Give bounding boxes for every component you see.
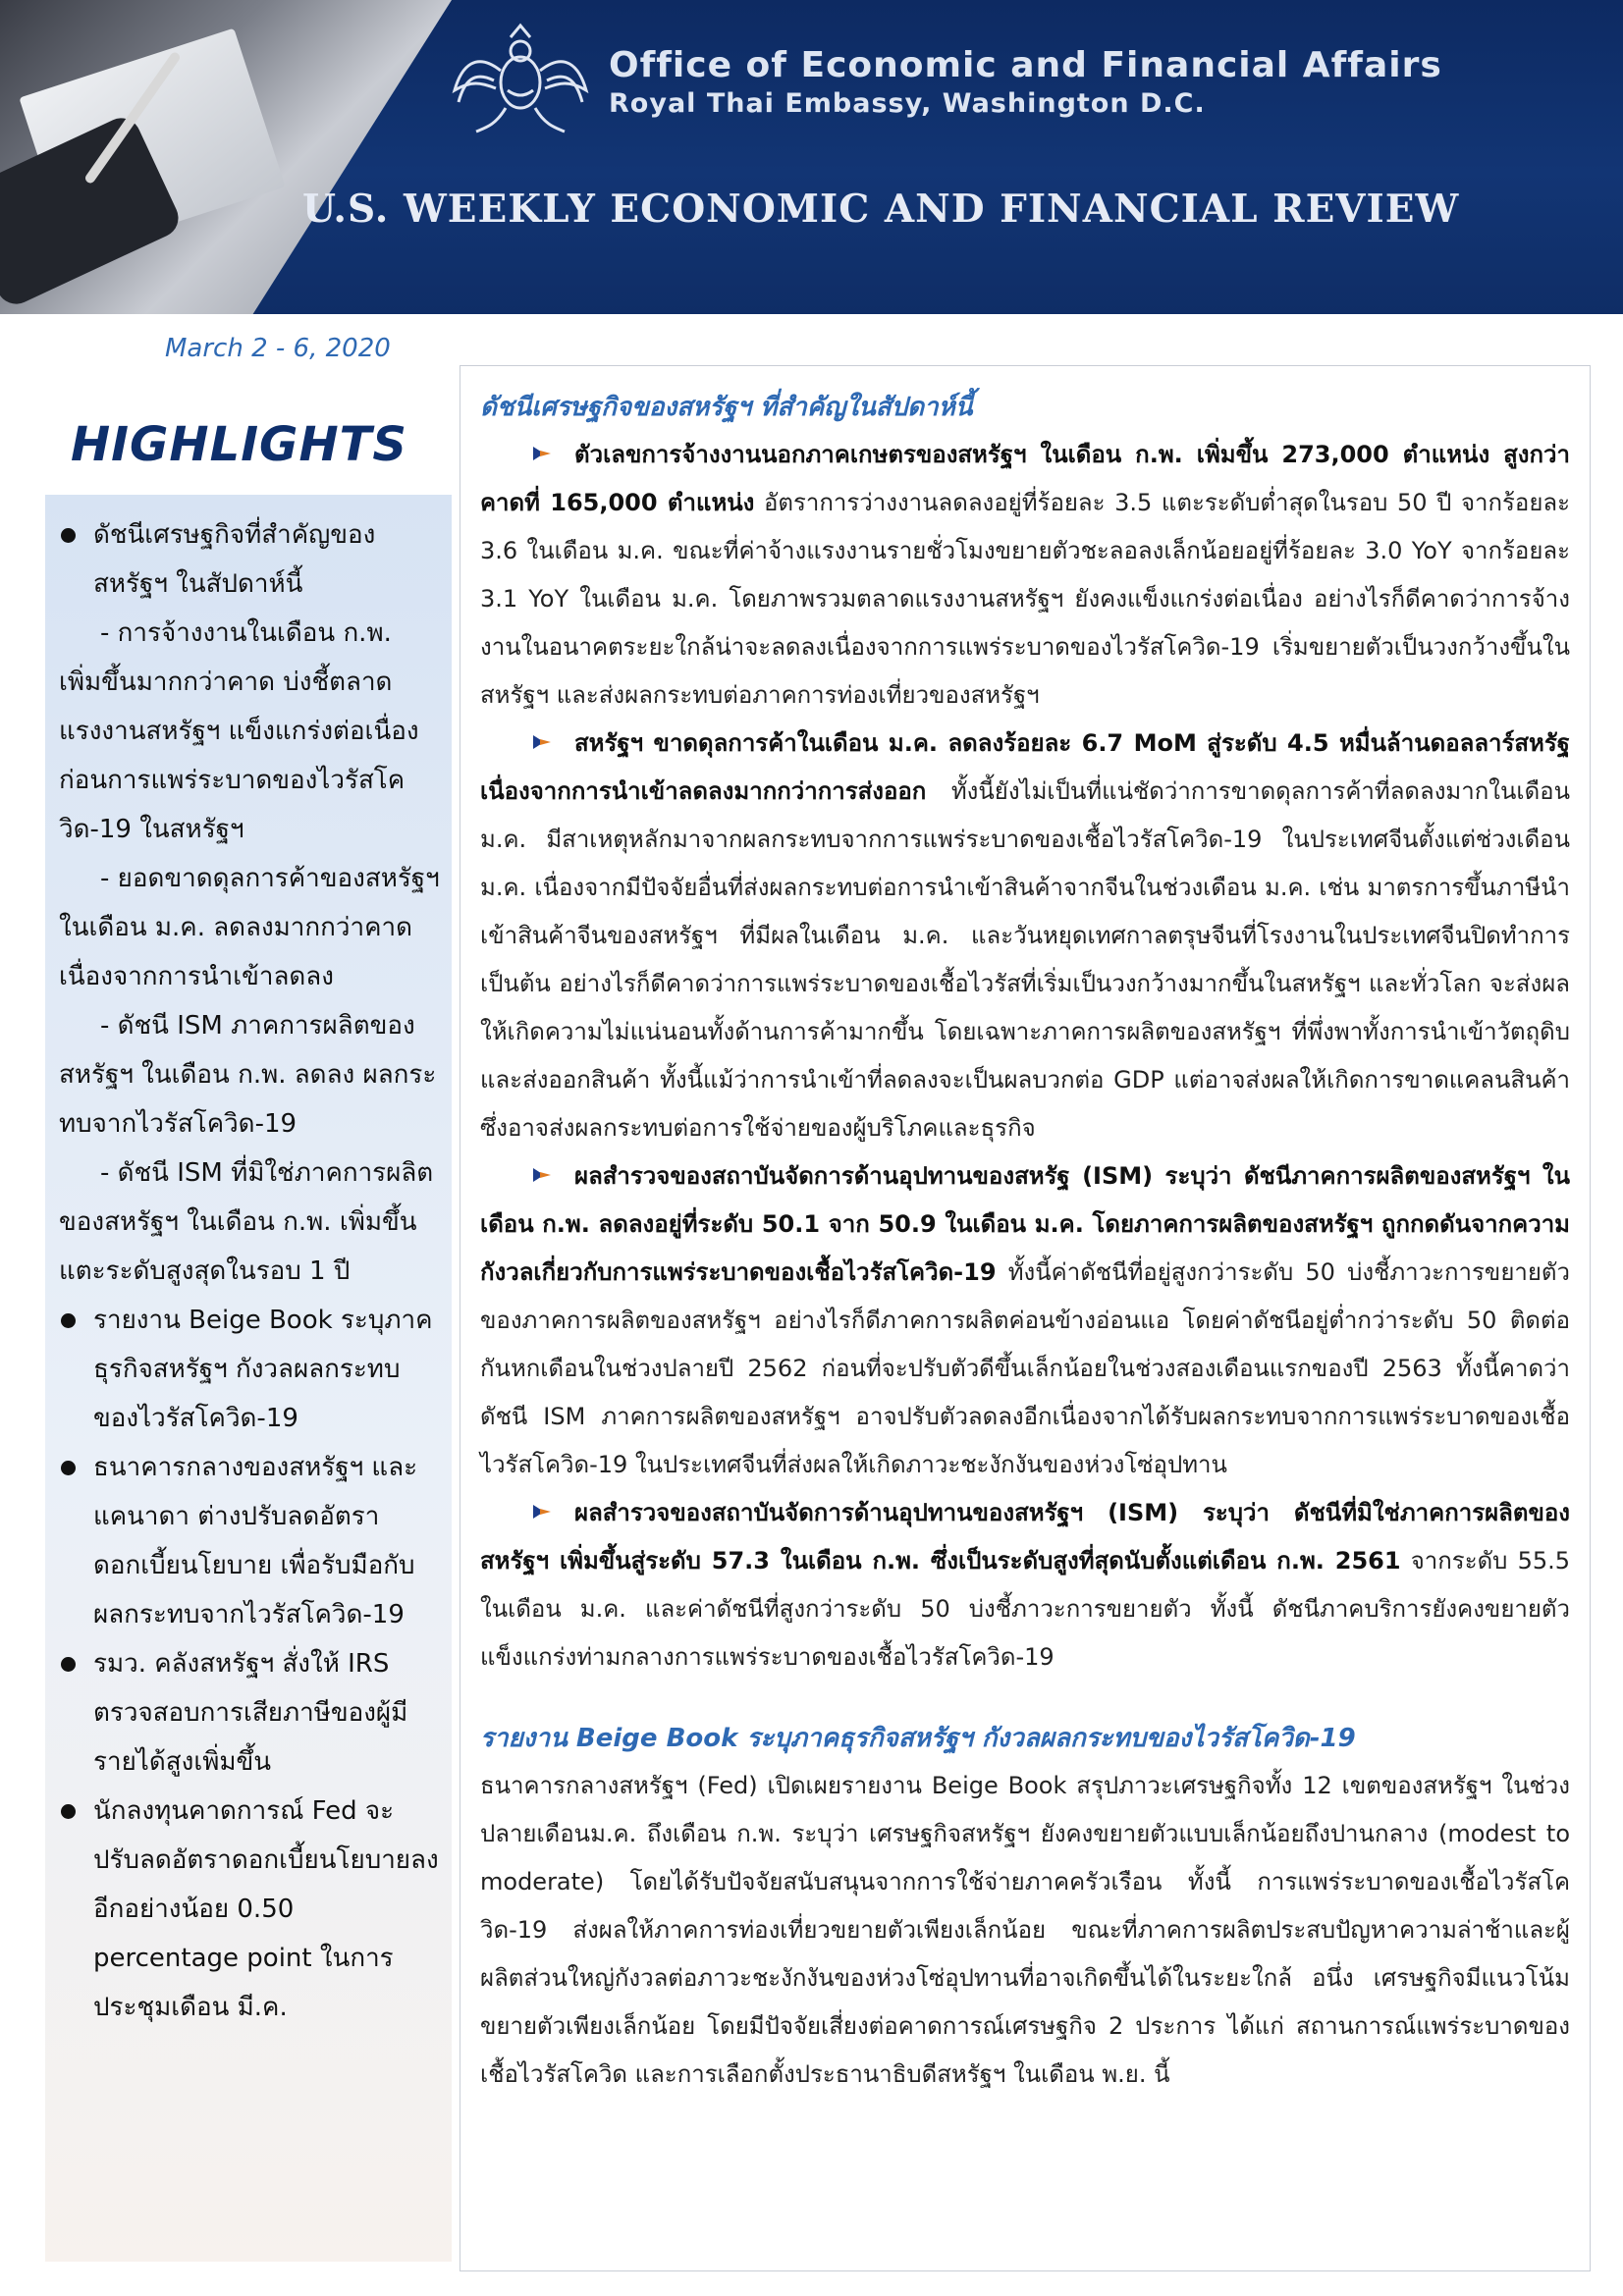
bullet-dot-icon	[61, 1804, 76, 1819]
arrow-bullet-icon	[531, 443, 553, 464]
arrow-bullet-icon	[531, 731, 553, 753]
highlight-item	[59, 1443, 440, 1639]
section-spacer	[480, 1682, 1570, 1719]
paragraph-lead: ผลสำรวจของสถาบันจัดการด้านอุปทานของสหรัฐ (ISM) ระบุว่า ดัชนีภาคการผลิตของสหรัฐฯ ในเดือน ก.พ. ลดลงอยู่ที่ระดับ 50.1 จาก 50.9 ในเดือน ม.ค. โดยภาคการผลิตของสหรัฐฯ ถูกกดดันจากความกังวลเกี่ยวกับการแพร่ระบาดของเชื้อไวรัสโควิด-19	[480, 1162, 1570, 1286]
report-title: U.S. WEEKLY ECONOMIC AND FINANCIAL REVIEW	[302, 187, 1460, 232]
paragraph-lead: ตัวเลขการจ้างงานนอกภาคเกษตรของสหรัฐฯ ในเดือน ก.พ. เพิ่มขึ้น 273,000 ตำแหน่ง สูงกว่าคาดที่ 165,000 ตำแหน่ง	[480, 441, 1570, 516]
highlight-text: รมว. คลังสหรัฐฯ สั่งให้ IRS ตรวจสอบการเสียภาษีของผู้มีรายได้สูงเพิ่มขึ้น	[93, 1649, 408, 1777]
highlights-title: HIGHLIGHTS	[71, 417, 407, 472]
paragraph-body: ทั้งนี้ค่าดัชนีที่อยู่สูงกว่าระดับ 50 บ่งชี้ภาวะการขยายตัวของภาคการผลิตของสหรัฐฯ อย่างไรก็ดีภาคการผลิตค่อนข้างอ่อนแอ โดยค่าดัชนีอยู่ต่ำกว่าระดับ 50 ติดต่อกันหกเดือนในช่วงปลายปี 2562 ก่อนที่จะปรับตัวดีขึ้นเล็กน้อยในช่วงสองเดือนแรกของปี 2563 ทั้งนี้คาดว่าดัชนี ISM ภาคการผลิตของสหรัฐฯ อาจปรับตัวลดลงอีกเนื่องจากได้รับผลกระทบจากการแพร่ระบาดของเชื้อไวรัสโควิด-19 ในประเทศจีนที่ส่งผลให้เกิดภาวะชะงักงันของห่วงโซ่อุปทาน	[480, 1258, 1570, 1478]
news-paragraph	[480, 431, 1570, 720]
garuda-emblem-icon	[447, 22, 594, 139]
highlight-item	[59, 1787, 440, 2032]
organization-name: Office of Economic and Financial Affairs	[609, 45, 1442, 85]
main-content	[460, 365, 1591, 2271]
bullet-dot-icon	[61, 1313, 76, 1328]
news-paragraph	[480, 720, 1570, 1152]
highlight-subitem: - ดัชนี ISM ภาคการผลิตของสหรัฐฯ ในเดือน ก.พ. ลดลง ผลกระทบจากไวรัสโควิด-19	[59, 1011, 437, 1139]
paragraph-lead: สหรัฐฯ ขาดดุลการค้าในเดือน ม.ค. ลดลงร้อยละ 6.7 MoM สู่ระดับ 4.5 หมื่นล้านดอลลาร์สหรัฐ เนื่องจากการนำเข้าลดลงมากกว่าการส่งออก	[480, 729, 1570, 805]
bullet-dot-icon	[61, 1657, 76, 1672]
section-title: ดัชนีเศรษฐกิจของสหรัฐฯ ที่สำคัญในสัปดาห์นี้	[480, 393, 973, 422]
paragraph-body: ทั้งนี้ยังไม่เป็นที่แน่ชัดว่าการขาดดุลการค้าที่ลดลงมากในเดือน ม.ค. มีสาเหตุหลักมาจากผลกระทบจากการแพร่ระบาดของเชื้อไวรัสโควิด-19 ในประเทศจีนตั้งแต่ช่วงเดือน ม.ค. เนื่องจากมีปัจจัยอื่นที่ส่งผลกระทบต่อการนำเข้าสินค้าจากจีนในช่วงเดือน ม.ค. เช่น มาตรการขึ้นภาษีนำเข้าสินค้าจีนของสหรัฐฯ ที่มีผลในเดือน ม.ค. และวันหยุดเทศกาลตรุษจีนที่โรงงานในประเทศจีนปิดทำการ เป็นต้น อย่างไรก็ดีคาดว่าการแพร่ระบาดของเชื้อไวรัสที่เริ่มเป็นวงกว้างมากขึ้นในสหรัฐฯ และทั่วโลก จะส่งผลให้เกิดความไม่แน่นอนทั้งด้านการค้ามากขึ้น โดยเฉพาะภาคการผลิตของสหรัฐฯ ที่พึ่งพาทั้งการนำเข้าวัตถุดิบและส่งออกสินค้า ทั้งนี้แม้ว่าการนำเข้าที่ลดลงจะเป็นผลบวกต่อ GDP แต่อาจส่งผลให้เกิดการขาดแคลนสินค้าซึ่งอาจส่งผลกระทบต่อการใช้จ่ายของผู้บริโภคและธุรกิจ	[480, 777, 1570, 1142]
highlight-item	[59, 1296, 440, 1443]
highlight-text: ดัชนีเศรษฐกิจที่สำคัญของสหรัฐฯ ในสัปดาห์นี้	[93, 520, 376, 599]
arrow-bullet-icon	[531, 1501, 553, 1522]
highlight-subitem: - ดัชนี ISM ที่มิใช่ภาคการผลิตของสหรัฐฯ ในเดือน ก.พ. เพิ่มขึ้นแตะระดับสูงสุดในรอบ 1 ปี	[59, 1158, 434, 1286]
report-date: March 2 - 6, 2020	[165, 334, 391, 363]
highlight-text: นักลงทุนคาดการณ์ Fed จะปรับลดอัตราดอกเบี้ยนโยบายลงอีกอย่างน้อย 0.50 percentage point ในการประชุมเดือน มี.ค.	[93, 1796, 439, 2022]
highlight-text: รายงาน Beige Book ระบุภาคธุรกิจสหรัฐฯ กังวลผลกระทบของไวรัสโควิด-19	[93, 1306, 433, 1433]
header-banner	[0, 0, 1623, 314]
paragraph-body: จากระดับ 55.5 ในเดือน ม.ค. และค่าดัชนีที่สูงกว่าระดับ 50 บ่งชี้ภาวะการขยายตัว ทั้งนี้ ดัชนีภาคบริการยังคงขยายตัวแข็งแกร่งท่ามกลางการแพร่ระบาดของเชื้อไวรัสโควิด-19	[480, 1547, 1571, 1671]
header-photo	[0, 0, 452, 314]
news-paragraph	[480, 1489, 1570, 1682]
paragraph-lead: ผลสำรวจของสถาบันจัดการด้านอุปทานของสหรัฐฯ (ISM) ระบุว่า ดัชนีที่มิใช่ภาคการผลิตของสหรัฐฯ เพิ่มขึ้นสู่ระดับ 57.3 ในเดือน ก.พ. ซึ่งเป็นระดับสูงที่สุดนับตั้งแต่เดือน ก.พ. 2561	[480, 1499, 1570, 1575]
highlight-subitem: - การจ้างงานในเดือน ก.พ. เพิ่มขึ้นมากกว่าคาด บ่งชี้ตลาดแรงงานสหรัฐฯ แข็งแกร่งต่อเนื่องก่อนการแพร่ระบาดของไวรัสโควิด-19 ในสหรัฐฯ	[59, 618, 419, 844]
bullet-dot-icon	[61, 528, 76, 543]
paragraph-body: อัตราการว่างงานลดลงอยู่ที่ร้อยละ 3.5 แตะระดับต่ำสุดในรอบ 50 ปี จากร้อยละ 3.6 ในเดือน ม.ค. ขณะที่ค่าจ้างแรงงานรายชั่วโมงขยายตัวชะลอลงเล็กน้อยอยู่ที่ร้อยละ 3.0 YoY จากร้อยละ 3.1 YoY ในเดือน ม.ค. โดยภาพรวมตลาดแรงงานสหรัฐฯ ยังคงแข็งแกร่งต่อเนื่อง อย่างไรก็ดีคาดว่าการจ้างงานในอนาคตระยะใกล้น่าจะลดลงเนื่องจากการแพร่ระบาดของไวรัสโควิด-19 เริ่มขยายตัวเป็นวงกว้างขึ้นในสหรัฐฯ และส่งผลกระทบต่อภาคการท่องเที่ยวของสหรัฐฯ	[480, 489, 1571, 709]
highlight-item	[59, 1639, 440, 1787]
highlight-subitem: - ยอดขาดดุลการค้าของสหรัฐฯ ในเดือน ม.ค. ลดลงมากกว่าคาด เนื่องจากการนำเข้าลดลง	[59, 864, 440, 991]
section-title: รายงาน Beige Book ระบุภาคธุรกิจสหรัฐฯ กังวลผลกระทบของไวรัสโควิด-19	[480, 1724, 1356, 1753]
news-paragraph	[480, 1152, 1570, 1489]
bullet-dot-icon	[61, 1461, 76, 1475]
highlight-item	[59, 510, 440, 609]
arrow-bullet-icon	[531, 1164, 553, 1186]
organization-subtitle: Royal Thai Embassy, Washington D.C.	[609, 88, 1206, 119]
highlights-sidebar	[45, 495, 452, 2262]
beige-book-paragraph: ธนาคารกลางสหรัฐฯ (Fed) เปิดเผยรายงาน Beige Book สรุปภาวะเศรษฐกิจทั้ง 12 เขตของสหรัฐฯ ในช่วงปลายเดือนม.ค. ถึงเดือน ก.พ. ระบุว่า เศรษฐกิจสหรัฐฯ ยังคงขยายตัวแบบเล็กน้อยถึงปานกลาง (modest to moderate) โดยได้รับปัจจัยสนับสนุนจากการใช้จ่ายภาคครัวเรือน ทั้งนี้ การแพร่ระบาดของเชื้อไวรัสโควิด-19 ส่งผลให้ภาคการท่องเที่ยวขยายตัวเพียงเล็กน้อย ขณะที่ภาคการผลิตประสบปัญหาความล่าช้าและผู้ผลิตส่วนใหญ่กังวลต่อภาวะชะงักงันของห่วงโซ่อุปทานที่อาจเกิดขึ้นได้ในระยะใกล้ อนึ่ง เศรษฐกิจมีแนวโน้มขยายตัวเพียงเล็กน้อย โดยมีปัจจัยเสี่ยงต่อคาดการณ์เศรษฐกิจ 2 ประการ ได้แก่ สถานการณ์แพร่ระบาดของเชื้อไวรัสโควิด และการเลือกตั้งประธานาธิบดีสหรัฐฯ ในเดือน พ.ย. นี้	[480, 1772, 1570, 2088]
highlight-text: ธนาคารกลางของสหรัฐฯ และแคนาดา ต่างปรับลดอัตราดอกเบี้ยนโยบาย เพื่อรับมือกับผลกระทบจากไวรัสโควิด-19	[93, 1453, 418, 1629]
